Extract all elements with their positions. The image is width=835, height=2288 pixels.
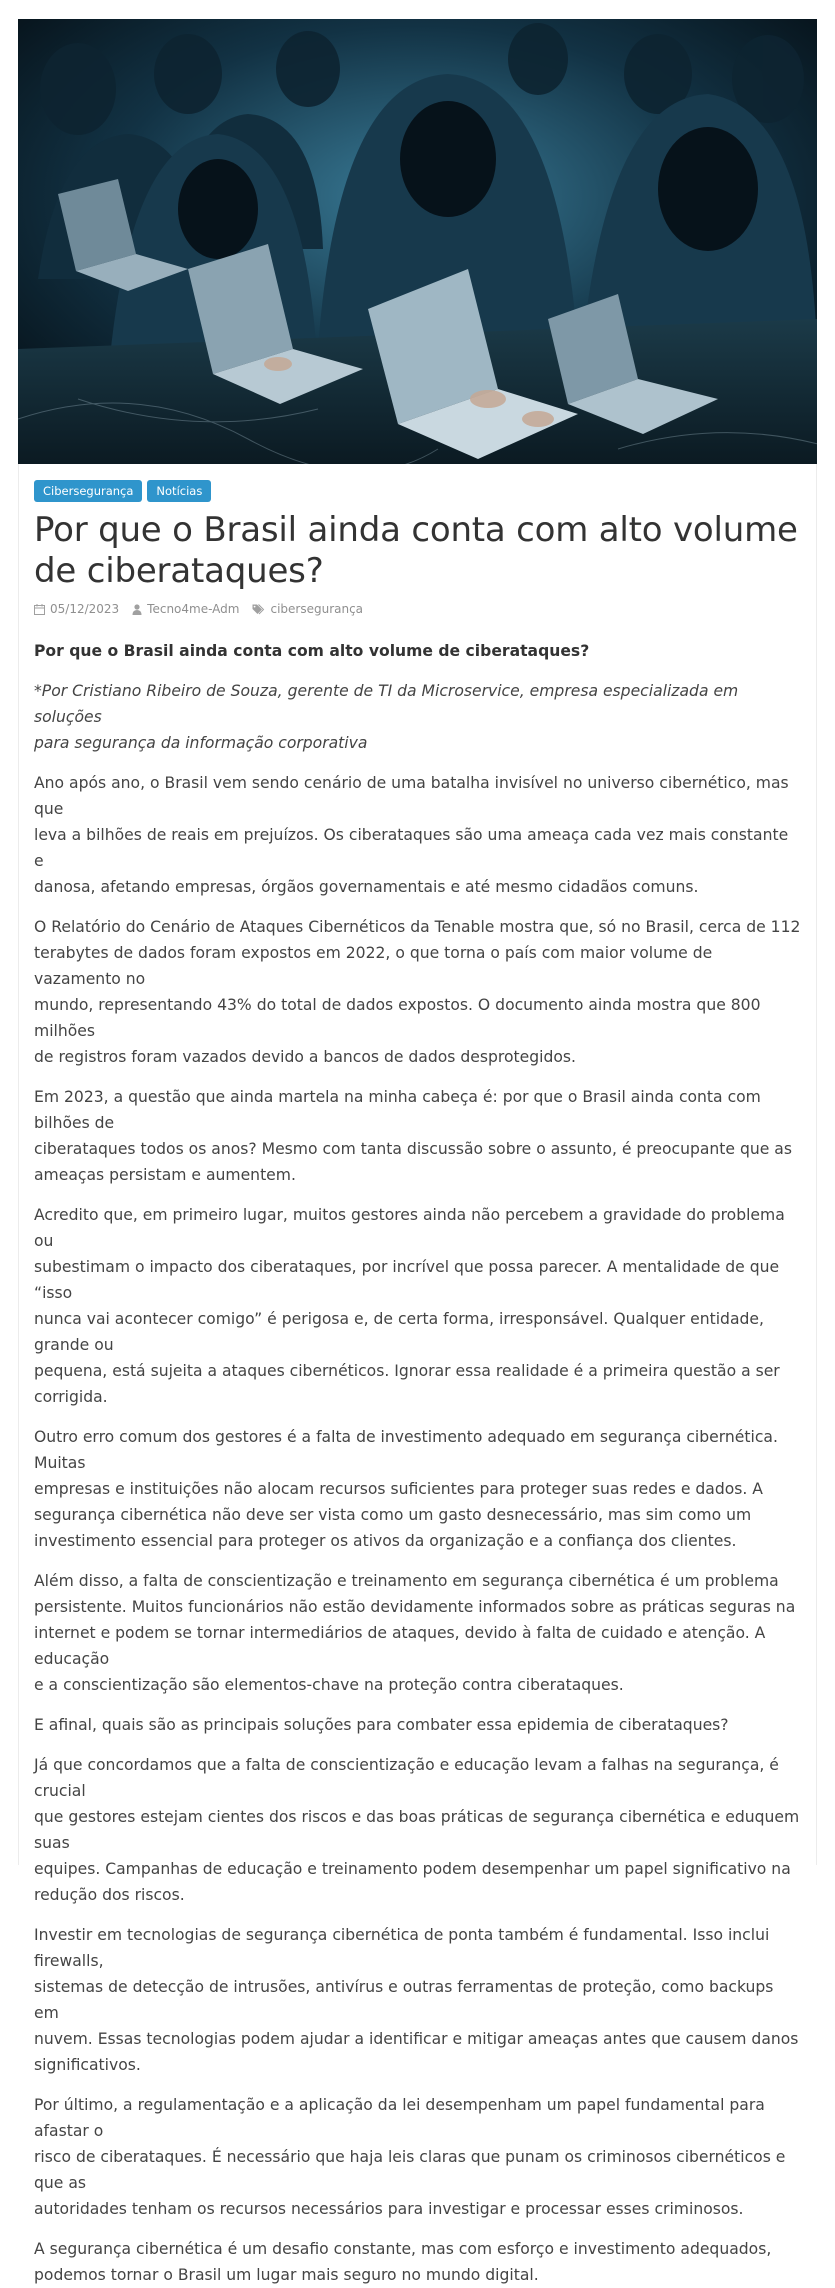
post-meta xyxy=(34,600,801,618)
post-body xyxy=(34,638,801,2288)
post-paragraph: O Relatório do Cenário de Ataques Cibernéticos da Tenable mostra que, só no Brasil, cerca de 112 terabytes de dados foram expostos em 2022, o que torna o país com maior volume de vazamento no mundo, representando 43% do total de dados expostos. O documento ainda mostra que 800 milhões de registros foram vazados devido a bancos de dados desprotegidos. xyxy=(34,918,801,1066)
post-paragraph: Já que concordamos que a falta de conscientização e educação levam a falhas na segurança, é crucial que gestores estejam cientes dos riscos e das boas práticas de segurança cibernética e eduquem suas equipes. Campanhas de educação e treinamento podem desempenhar um papel significativo na redução dos riscos. xyxy=(34,1756,800,1904)
post-paragraph: Outro erro comum dos gestores é a falta de investimento adequado em segurança cibernética. Muitas empresas e instituições não alocam recursos suficientes para proteger suas redes e dados. A segurança cibernética não deve ser vista como um gasto desnecessário, mas sim como um investimento essencial para proteger os ativos da organização e a confiança dos clientes. xyxy=(34,1428,778,1550)
post-title: Por que o Brasil ainda conta com alto volume de ciberataques? xyxy=(34,510,798,591)
calendar-icon xyxy=(34,604,45,615)
post-paragraph: Acredito que, em primeiro lugar, muitos gestores ainda não percebem a gravidade do problema ou subestimam o impacto dos ciberataques, por incrível que possa parecer. A mentalidade de que “isso nunca vai acontecer comigo” é perigosa e, de certa forma, irresponsável. Qualquer entidade, grande ou pequena, está sujeita a ataques cibernéticos. Ignorar essa realidade é a primeira questão a ser corrigida. xyxy=(34,1206,785,1406)
hero-image xyxy=(18,19,817,464)
tags-icon xyxy=(252,604,265,615)
article xyxy=(18,19,817,2284)
post-paragraph: A segurança cibernética é um desafio constante, mas com esforço e investimento adequados, podemos tornar o Brasil um lugar mais seguro no mundo digital. xyxy=(34,2240,772,2284)
category-list xyxy=(34,480,801,502)
post-date-link[interactable]: 05/12/2023 xyxy=(50,602,120,616)
post-paragraph: Em 2023, a questão que ainda martela na minha cabeça é: por que o Brasil ainda conta com bilhões de ciberataques todos os anos? Mesmo com tanta discussão sobre o assunto, é preocupante que as ameaças persistam e aumentem. xyxy=(34,1088,792,1184)
category-ciberseguranca[interactable]: Cibersegurança xyxy=(34,480,142,502)
post-tag-link[interactable]: cibersegurança xyxy=(270,602,364,616)
category-noticias[interactable]: Notícias xyxy=(147,480,211,502)
post-lead-heading: Por que o Brasil ainda conta com alto volume de ciberataques? xyxy=(34,642,590,660)
post-paragraph: E afinal, quais são as principais soluções para combater essa epidemia de ciberataques? xyxy=(34,1716,729,1734)
hooded-hackers-illustration xyxy=(18,19,817,464)
user-icon xyxy=(132,604,142,615)
post-date xyxy=(34,602,119,616)
post-content xyxy=(19,464,816,2288)
post-author-link[interactable]: Tecno4me-Adm xyxy=(147,602,240,616)
post-paragraph: Investir em tecnologias de segurança cibernética de ponta também é fundamental. Isso inclui firewalls, sistemas de detecção de intrusões, antivírus e outras ferramentas de proteção, como backups em nuvem. Essas tecnologias podem ajudar a identificar e mitigar ameaças antes que causem danos significativos. xyxy=(34,1926,799,2074)
post-paragraph: Além disso, a falta de conscientização e treinamento em segurança cibernética é um problema persistente. Muitos funcionários não estão devidamente informados sobre as práticas seguras na internet e podem se tornar intermediários de ataques, devido à falta de cuidado e atenção. A educação e a conscientização são elementos-chave na proteção contra ciberataques. xyxy=(34,1572,796,1694)
post-tags xyxy=(252,602,363,616)
post-author xyxy=(132,602,239,616)
post-paragraph: Por último, a regulamentação e a aplicação da lei desempenham um papel fundamental para afastar o risco de ciberataques. É necessário que haja leis claras que punam os criminosos cibernéticos e que as autoridades tenham os recursos necessários para investigar e processar esses criminosos. xyxy=(34,2096,786,2218)
post-byline: *Por Cristiano Ribeiro de Souza, gerente de TI da Microservice, empresa especializada em soluções para segurança da informação corporativa xyxy=(34,682,739,752)
post-paragraph: Ano após ano, o Brasil vem sendo cenário de uma batalha invisível no universo cibernético, mas que leva a bilhões de reais em prejuízos. Os ciberataques são uma ameaça cada vez mais constante e danosa, afetando empresas, órgãos governamentais e até mesmo cidadãos comuns. xyxy=(34,774,789,896)
